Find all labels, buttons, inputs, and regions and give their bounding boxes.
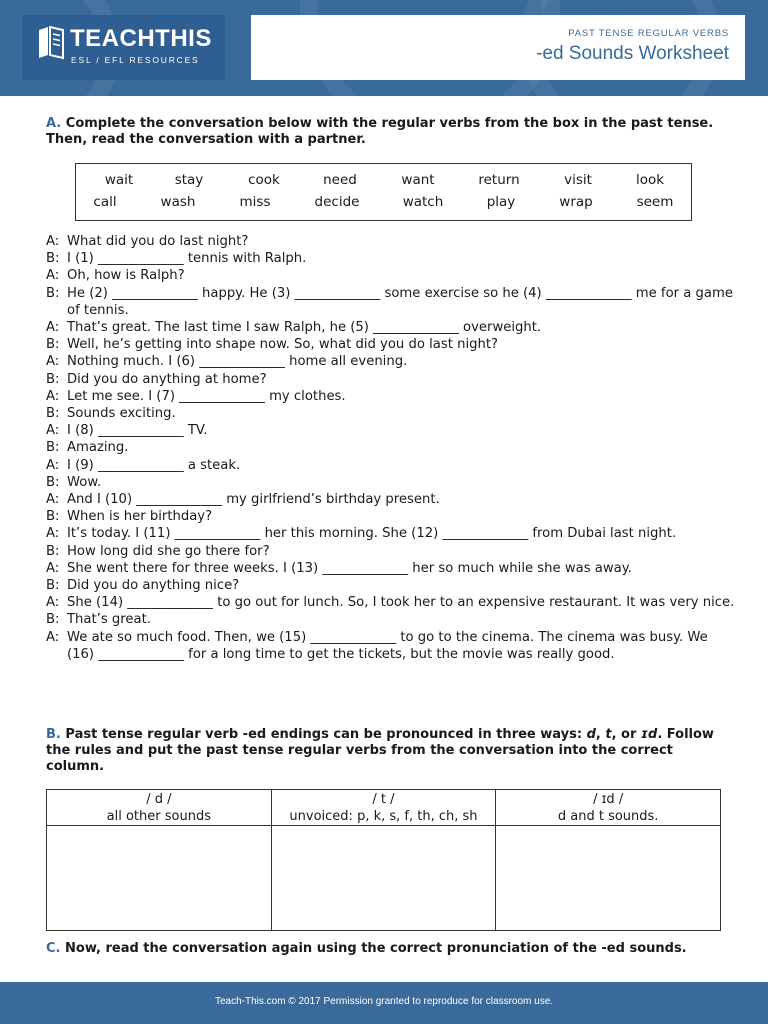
conversation-line [46, 508, 736, 525]
section-b-text-pre: Past tense regular verb -ed endings can be pronounced in three ways: [65, 727, 587, 742]
conversation-line [46, 388, 736, 405]
speaker-label: B: [46, 251, 60, 267]
conversation-line [46, 629, 736, 663]
sound-id: ɪd [640, 727, 658, 742]
speaker-label: A: [46, 457, 60, 473]
word-item: wash [160, 194, 196, 210]
column-desc: all other sounds [106, 809, 211, 824]
word-item: want [401, 172, 435, 188]
footer-copyright: Teach-This.com © 2017 Permission granted to reproduce for classroom use. [214, 996, 554, 1007]
word-item: decide [314, 194, 360, 210]
speaker-label: B: [46, 578, 60, 594]
speaker-label: B: [46, 474, 60, 490]
logo-text: TEACHTHIS [70, 25, 212, 52]
utterance-text: Let me see. I (7) _____________ my clothes. [67, 388, 346, 404]
utterance-text: Sounds exciting. [67, 406, 176, 422]
speaker-label: B: [46, 509, 60, 525]
section-b-label: B. [46, 727, 61, 742]
word-item: seem [636, 194, 674, 210]
word-box [75, 163, 692, 221]
page-footer [0, 982, 768, 1024]
utterance-text: We ate so much food. Then, we (15) _____________ to go to the cinema. The cinema was busy. We (16) _____________ for a long time to get the tickets, but the movie was really good. [67, 629, 712, 662]
conversation-line [46, 405, 736, 422]
utterance-text: He (2) _____________ happy. He (3) _____________ some exercise so he (4) _____________ me for a game of tennis. [67, 285, 738, 318]
speaker-label: A: [46, 526, 60, 542]
speaker-label: A: [46, 268, 60, 284]
utterance-text: And I (10) _____________ my girlfriend’s birthday present. [67, 492, 440, 508]
conversation-line [46, 611, 736, 628]
conversation [46, 233, 736, 663]
speaker-label: A: [46, 423, 60, 439]
word-item: call [93, 194, 117, 210]
conversation-line [46, 577, 736, 594]
conversation-line [46, 474, 736, 491]
conversation-line [46, 560, 736, 577]
speaker-label: A: [46, 492, 60, 508]
book-icon [36, 26, 66, 60]
conversation-line [46, 319, 736, 336]
utterance-text: What did you do last night? [67, 234, 249, 249]
column-header-t [271, 790, 496, 826]
conversation-line [46, 543, 736, 560]
speaker-label: B: [46, 371, 60, 387]
utterance-text: Did you do anything nice? [67, 578, 240, 594]
column-symbol: / ɪd / [593, 792, 624, 807]
word-row-1 [76, 172, 691, 192]
worksheet-title: -ed Sounds Worksheet [536, 43, 729, 64]
speaker-label: A: [46, 234, 60, 249]
utterance-text: She (14) _____________ to go out for lunch. So, I took her to an expensive restaurant. It was very nice. [67, 595, 735, 611]
utterance-text: Oh, how is Ralph? [67, 268, 185, 284]
conversation-line [46, 250, 736, 267]
word-item: watch [402, 194, 444, 210]
conversation-line [46, 353, 736, 370]
conversation-line [46, 267, 736, 284]
section-a-text: Complete the conversation below with the regular verbs from the box in the past tense. Then, read the conversation with a partner. [46, 116, 714, 147]
speaker-label: B: [46, 337, 60, 353]
section-c-label: C. [46, 941, 61, 956]
table-answer-row [47, 826, 721, 931]
utterance-text: When is her birthday? [67, 509, 213, 525]
utterance-text: I (1) _____________ tennis with Ralph. [67, 251, 307, 267]
worksheet-subtitle: PAST TENSE REGULAR VERBS [568, 28, 729, 39]
conversation-line [46, 233, 736, 250]
utterance-text: How long did she go there for? [67, 543, 270, 559]
section-a-instruction [46, 116, 724, 148]
column-symbol: / t / [372, 792, 395, 807]
word-item: wait [104, 172, 134, 188]
title-box [251, 15, 745, 80]
utterance-text: I (9) _____________ a steak. [67, 457, 241, 473]
conversation-line [46, 457, 736, 474]
utterance-text: I (8) _____________ TV. [67, 423, 208, 439]
speaker-label: A: [46, 629, 60, 645]
column-desc: d and t sounds. [557, 809, 659, 824]
word-item: visit [564, 172, 592, 188]
logo-subtext: ESL / EFL RESOURCES [71, 55, 200, 65]
utterance-text: Well, he’s getting into shape now. So, what did you do last night? [67, 337, 499, 353]
section-c-text: Now, read the conversation again using the correct pronunciation of the -ed sounds. [65, 941, 687, 956]
speaker-label: A: [46, 595, 60, 611]
word-item: look [635, 172, 665, 188]
conversation-line [46, 525, 736, 542]
table-header-row [47, 790, 721, 826]
word-item: cook [248, 172, 280, 188]
conversation-line [46, 491, 736, 508]
conversation-line [46, 285, 736, 319]
answer-cell-d[interactable] [47, 826, 272, 931]
column-header-d [47, 790, 272, 826]
sep-2: , or [611, 727, 641, 742]
word-row-2 [76, 194, 691, 214]
word-item: need [323, 172, 357, 188]
answer-cell-t[interactable] [271, 826, 496, 931]
sound-columns-table [46, 789, 721, 931]
utterance-text: Amazing. [67, 440, 129, 456]
word-item: stay [174, 172, 204, 188]
sound-t: t [605, 727, 612, 742]
word-item: miss [239, 194, 271, 210]
column-desc: unvoiced: p, k, s, f, th, ch, sh [289, 809, 478, 824]
conversation-line [46, 422, 736, 439]
utterance-text: That’s great. [67, 612, 151, 628]
speaker-label: B: [46, 612, 60, 628]
sound-d: d [586, 727, 596, 742]
speaker-label: A: [46, 320, 60, 336]
word-item: return [478, 172, 520, 188]
utterance-text: She went there for three weeks. I (13) _____________ her so much while she was away. [67, 560, 632, 576]
speaker-label: A: [46, 388, 60, 404]
speaker-label: A: [46, 560, 60, 576]
column-header-id [496, 790, 721, 826]
speaker-label: A: [46, 354, 60, 370]
utterance-text: Wow. [67, 474, 102, 490]
logo[interactable] [22, 15, 225, 80]
speaker-label: B: [46, 285, 60, 301]
conversation-line [46, 371, 736, 388]
utterance-text: Did you do anything at home? [67, 371, 267, 387]
page-header [0, 0, 768, 96]
section-b-text-post: . Follow the rules and put the past tense regular verbs from the conversation into the correct column. [46, 727, 714, 774]
utterance-text: That’s great. The last time I saw Ralph, he (5) _____________ overweight. [67, 320, 542, 336]
speaker-label: B: [46, 543, 60, 559]
speaker-label: B: [46, 406, 60, 422]
word-item: wrap [559, 194, 593, 210]
section-c-instruction [46, 941, 736, 957]
conversation-line [46, 439, 736, 456]
word-item: play [486, 194, 516, 210]
sep-1: , [595, 727, 606, 742]
conversation-line [46, 594, 736, 611]
column-symbol: / d / [146, 792, 172, 807]
speaker-label: B: [46, 440, 60, 456]
section-a-label: A. [46, 116, 62, 131]
utterance-text: It’s today. I (11) _____________ her this morning. She (12) _____________ from Dubai last night. [67, 526, 677, 542]
section-b-instruction [46, 727, 726, 775]
conversation-line [46, 336, 736, 353]
answer-cell-id[interactable] [496, 826, 721, 931]
utterance-text: Nothing much. I (6) _____________ home all evening. [67, 354, 408, 370]
